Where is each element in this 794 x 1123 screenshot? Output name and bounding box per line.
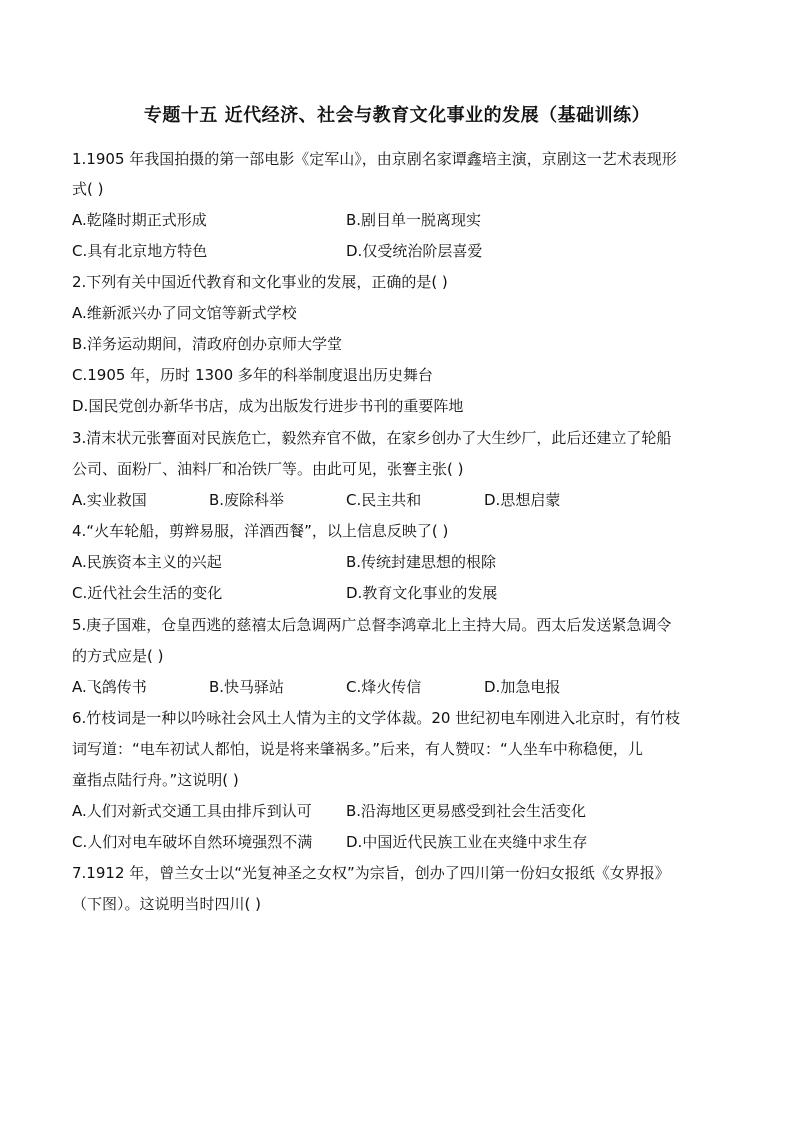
q5-option-b: B.快马驿站 — [209, 678, 285, 696]
q1-stem-line-1: 1.1905 年我国拍摄的第一部电影《定军山》，由京剧名家谭鑫培主演，京剧这一艺术表现形 — [72, 150, 677, 168]
q3-option-d: D.思想启蒙 — [484, 491, 561, 509]
q5-option-d: D.加急电报 — [484, 678, 561, 696]
q6-option-a: A.人们对新式交通工具由排斥到认可 — [72, 802, 312, 820]
q1-option-a: A.乾隆时期正式形成 — [72, 211, 207, 229]
q3-option-a: A.实业救国 — [72, 491, 147, 509]
q2-option-a: A.维新派兴办了同文馆等新式学校 — [72, 304, 297, 322]
q5-stem-line-2: 的方式应是( ) — [72, 647, 164, 665]
q6-stem-line-3: 童指点陆行舟。”这说明( ) — [72, 771, 239, 789]
q6-option-b: B.沿海地区更易感受到社会生活变化 — [346, 802, 587, 820]
q1-option-c: C.具有北京地方特色 — [72, 242, 208, 260]
q4-stem: 4.“火车轮船，剪辫易服，洋酒西餐”，以上信息反映了( ) — [72, 522, 449, 540]
q6-option-c: C.人们对电车破坏自然环境强烈不满 — [72, 833, 313, 851]
q2-option-d: D.国民党创办新华书店，成为出版发行进步书刊的重要阵地 — [72, 397, 464, 415]
q3-stem-line-2: 公司、面粉厂、油料厂和冶铁厂等。由此可见，张謇主张( ) — [72, 460, 464, 478]
q2-stem: 2.下列有关中国近代教育和文化事业的发展，正确的是( ) — [72, 273, 448, 291]
q7-stem-line-1: 7.1912 年，曾兰女士以“光复神圣之女权”为宗旨，创办了四川第一份妇女报纸《女界报》 — [72, 864, 670, 882]
q6-option-d: D.中国近代民族工业在夹缝中求生存 — [346, 833, 588, 851]
q3-option-c: C.民主共和 — [346, 491, 422, 509]
q3-option-b: B.废除科举 — [209, 491, 285, 509]
q6-stem-line-2: 词写道：“电车初试人都怕，说是将来肇祸多。”后来，有人赞叹：“人坐车中称稳便，儿 — [72, 740, 643, 758]
q1-option-b: B.剧目单一脱离现实 — [346, 211, 482, 229]
page-title: 专题十五 近代经济、社会与教育文化事业的发展（基础训练） — [143, 105, 651, 126]
q5-option-a: A.飞鸽传书 — [72, 678, 147, 696]
q4-option-b: B.传统封建思想的根除 — [346, 553, 497, 571]
q1-option-d: D.仅受统治阶层喜爱 — [346, 242, 483, 260]
q5-option-c: C.烽火传信 — [346, 678, 422, 696]
q2-option-c: C.1905 年，历时 1300 多年的科举制度退出历史舞台 — [72, 366, 433, 384]
q4-option-c: C.近代社会生活的变化 — [72, 584, 223, 602]
q1-stem-line-2: 式( ) — [72, 180, 104, 198]
q2-option-b: B.洋务运动期间，清政府创办京师大学堂 — [72, 335, 343, 353]
q4-option-d: D.教育文化事业的发展 — [346, 584, 498, 602]
q4-option-a: A.民族资本主义的兴起 — [72, 553, 222, 571]
q3-stem-line-1: 3.清末状元张謇面对民族危亡，毅然弃官不做，在家乡创办了大生纱厂，此后还建立了轮船 — [72, 429, 672, 447]
q7-stem-line-2: （下图）。这说明当时四川( ) — [72, 895, 261, 913]
q5-stem-line-1: 5.庚子国难，仓皇西逃的慈禧太后急调两广总督李鸿章北上主持大局。西太后发送紧急调令 — [72, 616, 672, 634]
q6-stem-line-1: 6.竹枝词是一种以吟咏社会风土人情为主的文学体裁。20 世纪初电车刚进入北京时，有竹枝 — [72, 709, 681, 727]
